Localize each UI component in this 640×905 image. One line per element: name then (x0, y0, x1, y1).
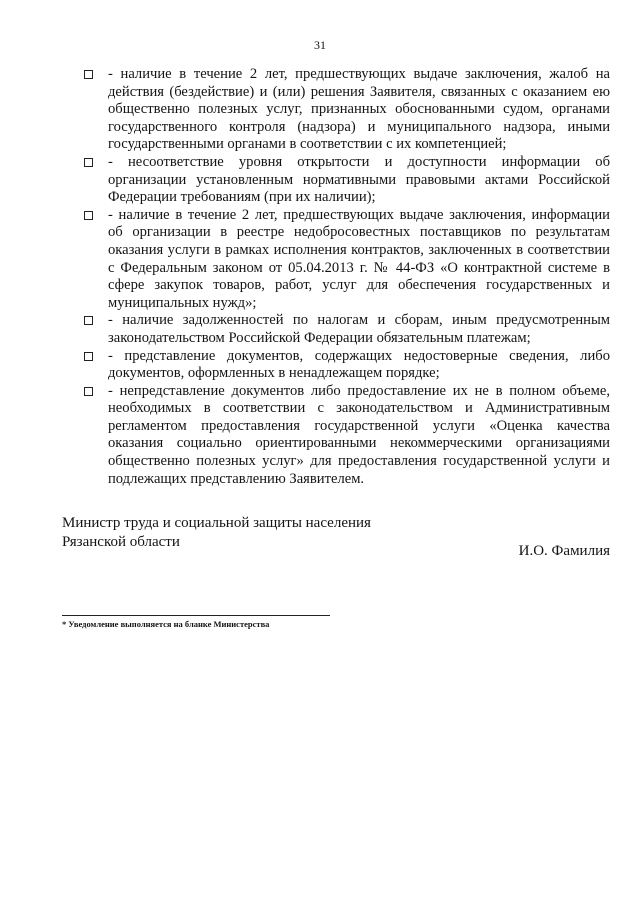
checkbox-icon (84, 316, 93, 325)
checkbox-icon (84, 70, 93, 79)
list-item (84, 66, 610, 154)
checkbox-icon (84, 158, 93, 167)
list-item (84, 312, 610, 347)
list-item-text: - наличие в течение 2 лет, предшествующих выдаче заключения, информации об организации в реестре недобросовестных поставщиков по результатам оказания услуги в рамках исполнения контрактов, заключенных в соответствии с Федеральным законом от 05.04.2013 г. № 44-ФЗ «О контрактной системе в сфере закупок товаров, работ, услуг для обеспечения государственных и муниципальных нужд»; (108, 206, 610, 311)
list-item-text: - наличие в течение 2 лет, предшествующих выдаче заключения, жалоб на действия (бездействие) и (или) решения Заявителя, связанных с оказанием ею общественно полезных услуг, признанных обоснованными судом, органами государственного контроля (надзора) и муниципального надзора, иными государственными органами в соответствии с их компетенцией; (108, 66, 610, 153)
page-number: 31 (314, 38, 326, 52)
signature-block (62, 514, 610, 559)
list-item-text: - представление документов, содержащих недостоверные сведения, либо документов, оформленных в ненадлежащем порядке; (108, 347, 610, 382)
checkbox-icon (84, 387, 93, 396)
signatory-title: Министр труда и социальной защиты населения Рязанской области (62, 515, 371, 550)
list-item (84, 348, 610, 383)
list-item (84, 383, 610, 489)
list-item (84, 154, 610, 207)
checkbox-icon (84, 352, 93, 361)
list-item-text: - несоответствие уровня открытости и доступности информации об организации установленным нормативными правовыми актами Российской Федерации требованиям (при их наличии); (108, 153, 610, 206)
list-item (84, 207, 610, 313)
list-item-text: - непредставление документов либо предоставление их не в полном объеме, необходимых в соответствии с законодательством и Административным регламентом предоставления государственной услуги «Оценка качества оказания социально ориентированными некоммерческими организациями общественно полезных услуг» для предоставления государственной услуги и подлежащих представлению Заявителем. (108, 382, 610, 487)
list-item-text: - наличие задолженностей по налогам и сборам, иным предусмотренным законодательством Российской Федерации обязательным платежам; (108, 312, 610, 346)
footnote: * Уведомление выполняется на бланке Министерства (62, 619, 270, 629)
checkbox-icon (84, 211, 93, 220)
footnote-divider (62, 615, 330, 616)
signatory-name: И.О. Фамилия (518, 543, 610, 559)
requirements-list (84, 66, 610, 488)
